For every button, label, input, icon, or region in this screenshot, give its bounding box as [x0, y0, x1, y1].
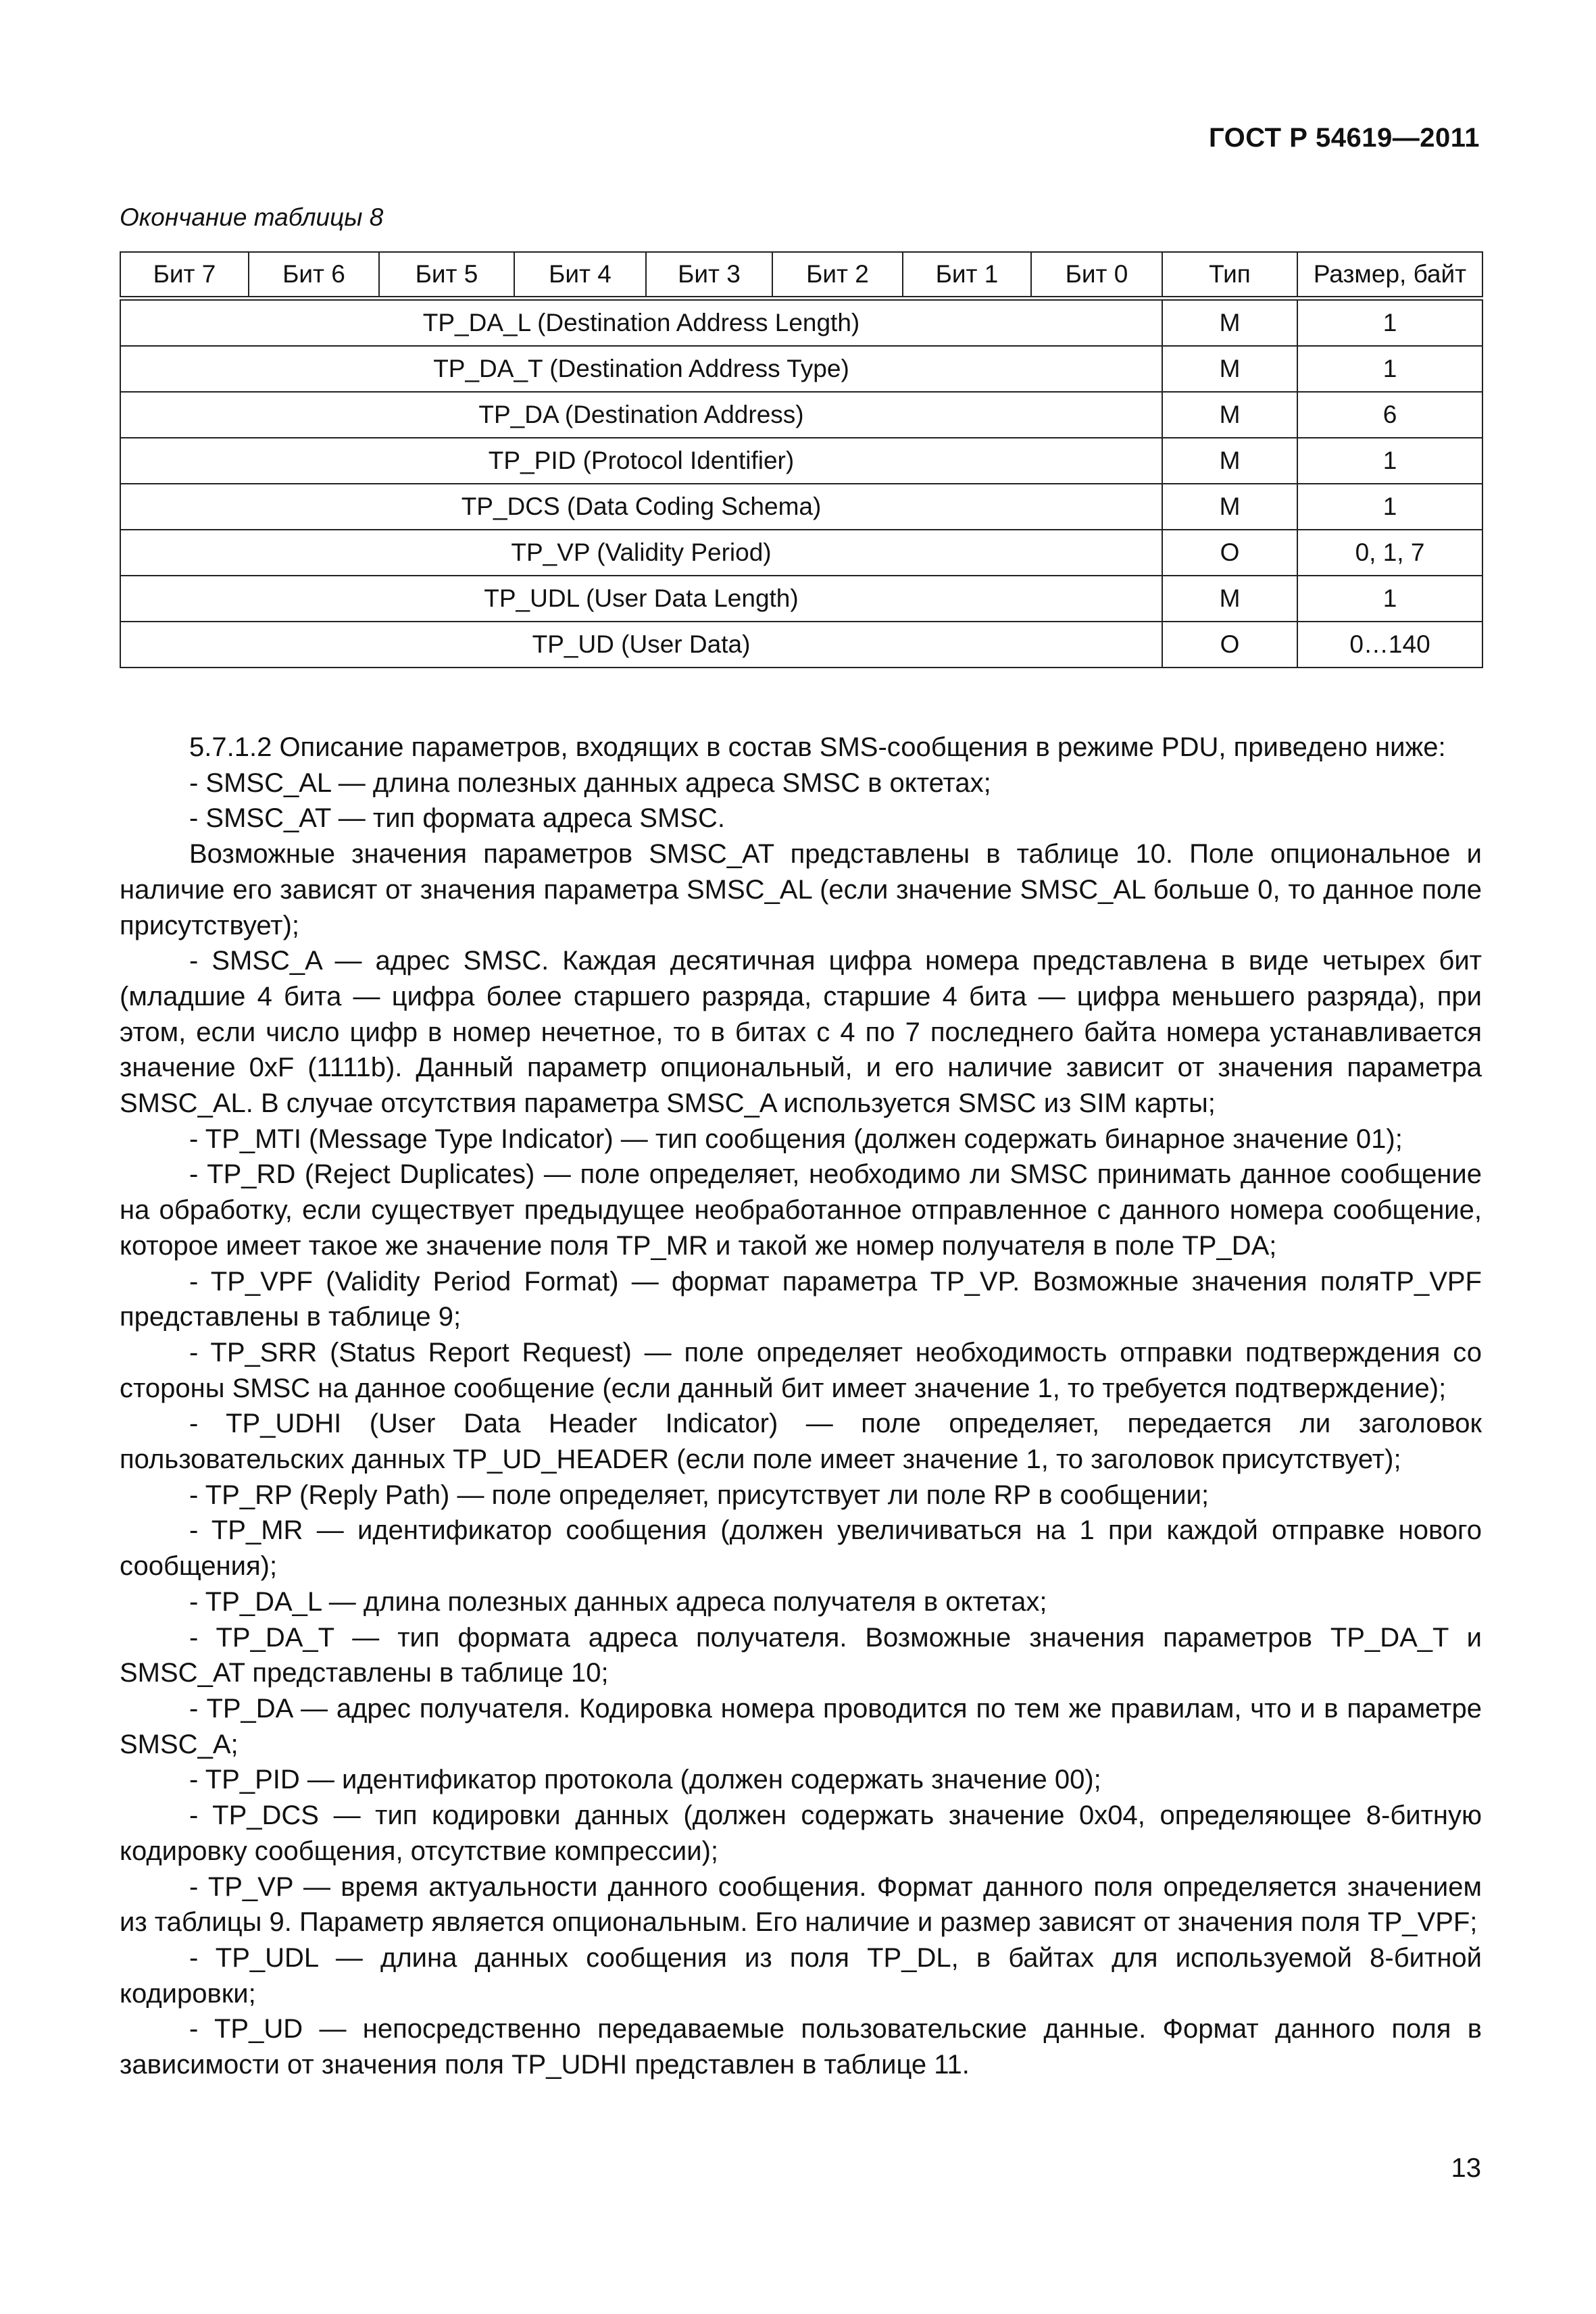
field-cell: TP_UDL (User Data Length) — [120, 576, 1162, 622]
table-row — [120, 392, 1482, 438]
table-row — [120, 299, 1482, 347]
paragraph: - TP_UDL — длина данных сообщения из поля TP_DL, в байтах для используемой 8-битной кодировки; — [120, 1942, 1482, 2009]
col-header-bit1: Бит 1 — [903, 252, 1031, 299]
size-cell: 6 — [1297, 392, 1482, 438]
table-caption: Окончание таблицы 8 — [120, 203, 384, 231]
col-header-bit3: Бит 3 — [646, 252, 772, 299]
col-header-type: Тип — [1162, 252, 1297, 299]
size-cell: 1 — [1297, 484, 1482, 530]
paragraph: - SMSC_A — адрес SMSC. Каждая десятичная цифра номера представлена в виде четырех бит (младшие 4 бита — цифра более старшего разряда, старшие 4 бита — цифра меньшего разряда), при этом, если число цифр в номер нечетное, то в битах с 4 по 7 последнего байта номера устанавливается значение 0xF (1111b). Данный параметр опциональный, и его наличие зависит от значения параметра SMSC_AL. В случае отсутствия параметра SMSC_A используется SMSC из SIM карты; — [120, 946, 1482, 1119]
size-cell: 1 — [1297, 346, 1482, 392]
paragraph-intro: 5.7.1.2 Описание параметров, входящих в состав SMS-сообщения в режиме PDU, приведено ниже: — [189, 732, 1446, 762]
table-row — [120, 622, 1482, 668]
paragraph: - TP_MTI (Message Type Indicator) — тип сообщения (должен содержать бинарное значение 01); — [189, 1124, 1403, 1154]
col-header-bit7: Бит 7 — [120, 252, 249, 299]
type-cell: M — [1162, 576, 1297, 622]
paragraph: - SMSC_AT — тип формата адреса SMSC. — [189, 803, 725, 834]
col-header-bit6: Бит 6 — [249, 252, 379, 299]
type-cell: M — [1162, 484, 1297, 530]
col-header-bit2: Бит 2 — [772, 252, 903, 299]
paragraph: - TP_DCS — тип кодировки данных (должен содержать значение 0x04, определяющее 8-битную кодировку сообщения, отсутствие компрессии); — [120, 1801, 1482, 1866]
page-number: 13 — [1451, 2153, 1481, 2183]
paragraph: - TP_RP (Reply Path) — поле определяет, присутствует ли поле RP в сообщении; — [189, 1480, 1210, 1510]
field-cell: TP_DA (Destination Address) — [120, 392, 1162, 438]
type-cell: O — [1162, 622, 1297, 668]
field-cell: TP_DCS (Data Coding Schema) — [120, 484, 1162, 530]
field-cell: TP_UD (User Data) — [120, 622, 1162, 668]
type-cell: M — [1162, 438, 1297, 484]
body-text — [120, 730, 1482, 2083]
paragraph: - TP_DA_T — тип формата адреса получателя. Возможные значения параметров TP_DA_T и SMSC_AT представлены в таблице 10; — [120, 1622, 1482, 1688]
paragraph: - TP_DA_L — длина полезных данных адреса получателя в октетах; — [189, 1586, 1047, 1617]
paragraph: - TP_SRR (Status Report Request) — поле определяет необходимость отправки подтверждения со стороны SMSC на данное сообщение (если данный бит имеет значение 1, то требуется подтверждение); — [120, 1337, 1482, 1403]
paragraph: Возможные значения параметров SMSC_AT представлены в таблице 10. Поле опциональное и наличие его зависят от значения параметра SMSC_AL (если значение SMSC_AL больше 0, то данное поле присутствует); — [120, 839, 1482, 940]
col-header-size: Размер, байт — [1297, 252, 1482, 299]
type-cell: O — [1162, 530, 1297, 576]
size-cell: 1 — [1297, 576, 1482, 622]
table-row — [120, 484, 1482, 530]
size-cell: 1 — [1297, 299, 1482, 347]
table-row — [120, 346, 1482, 392]
size-cell: 0, 1, 7 — [1297, 530, 1482, 576]
table-8 — [120, 251, 1483, 668]
paragraph: - TP_MR — идентификатор сообщения (должен увеличиваться на 1 при каждой отправке нового сообщения); — [120, 1515, 1482, 1582]
table-header-row — [120, 252, 1482, 299]
col-header-bit4: Бит 4 — [514, 252, 646, 299]
field-cell: TP_PID (Protocol Identifier) — [120, 438, 1162, 484]
size-cell: 1 — [1297, 438, 1482, 484]
paragraph: - SMSC_AL — длина полезных данных адреса SMSC в октетах; — [189, 768, 991, 798]
table-row — [120, 530, 1482, 576]
field-cell: TP_VP (Validity Period) — [120, 530, 1162, 576]
size-cell: 0…140 — [1297, 622, 1482, 668]
col-header-bit5: Бит 5 — [379, 252, 514, 299]
paragraph: - TP_PID — идентификатор протокола (должен содержать значение 00); — [189, 1765, 1101, 1795]
type-cell: M — [1162, 346, 1297, 392]
paragraph: - TP_VP — время актуальности данного сообщения. Формат данного поля определяется значением из таблицы 9. Параметр является опциональным. Его наличие и размер зависят от значения поля TP_VPF; — [120, 1871, 1482, 1938]
field-cell: TP_DA_T (Destination Address Type) — [120, 346, 1162, 392]
document-header: ГОСТ Р 54619—2011 — [1209, 123, 1480, 153]
paragraph: - TP_RD (Reject Duplicates) — поле определяет, необходимо ли SMSC принимать данное сообщение на обработку, если существует предыдущее необработанное отправленное с данного номера сообщение, которое имеет такое же значение поля TP_MR и такой же номер получателя в поле TP_DA; — [120, 1159, 1482, 1261]
paragraph: - TP_VPF (Validity Period Format) — формат параметра TP_VP. Возможные значения поляTP_VPF представлены в таблице 9; — [120, 1266, 1482, 1332]
type-cell: M — [1162, 299, 1297, 347]
table-row — [120, 438, 1482, 484]
field-cell: TP_DA_L (Destination Address Length) — [120, 299, 1162, 347]
paragraph: - TP_UDHI (User Data Header Indicator) — поле определяет, передается ли заголовок пользовательских данных TP_UD_HEADER (если поле имеет значение 1, то заголовок присутствует); — [120, 1409, 1482, 1475]
table-row — [120, 576, 1482, 622]
paragraph: - TP_DA — адрес получателя. Кодировка номера проводится по тем же правилам, что и в параметре SMSC_A; — [120, 1693, 1482, 1759]
type-cell: M — [1162, 392, 1297, 438]
col-header-bit0: Бит 0 — [1031, 252, 1162, 299]
paragraph: - TP_UD — непосредственно передаваемые пользовательские данные. Формат данного поля в зависимости от значения поля TP_UDHI представлен в таблице 11. — [120, 2014, 1482, 2080]
